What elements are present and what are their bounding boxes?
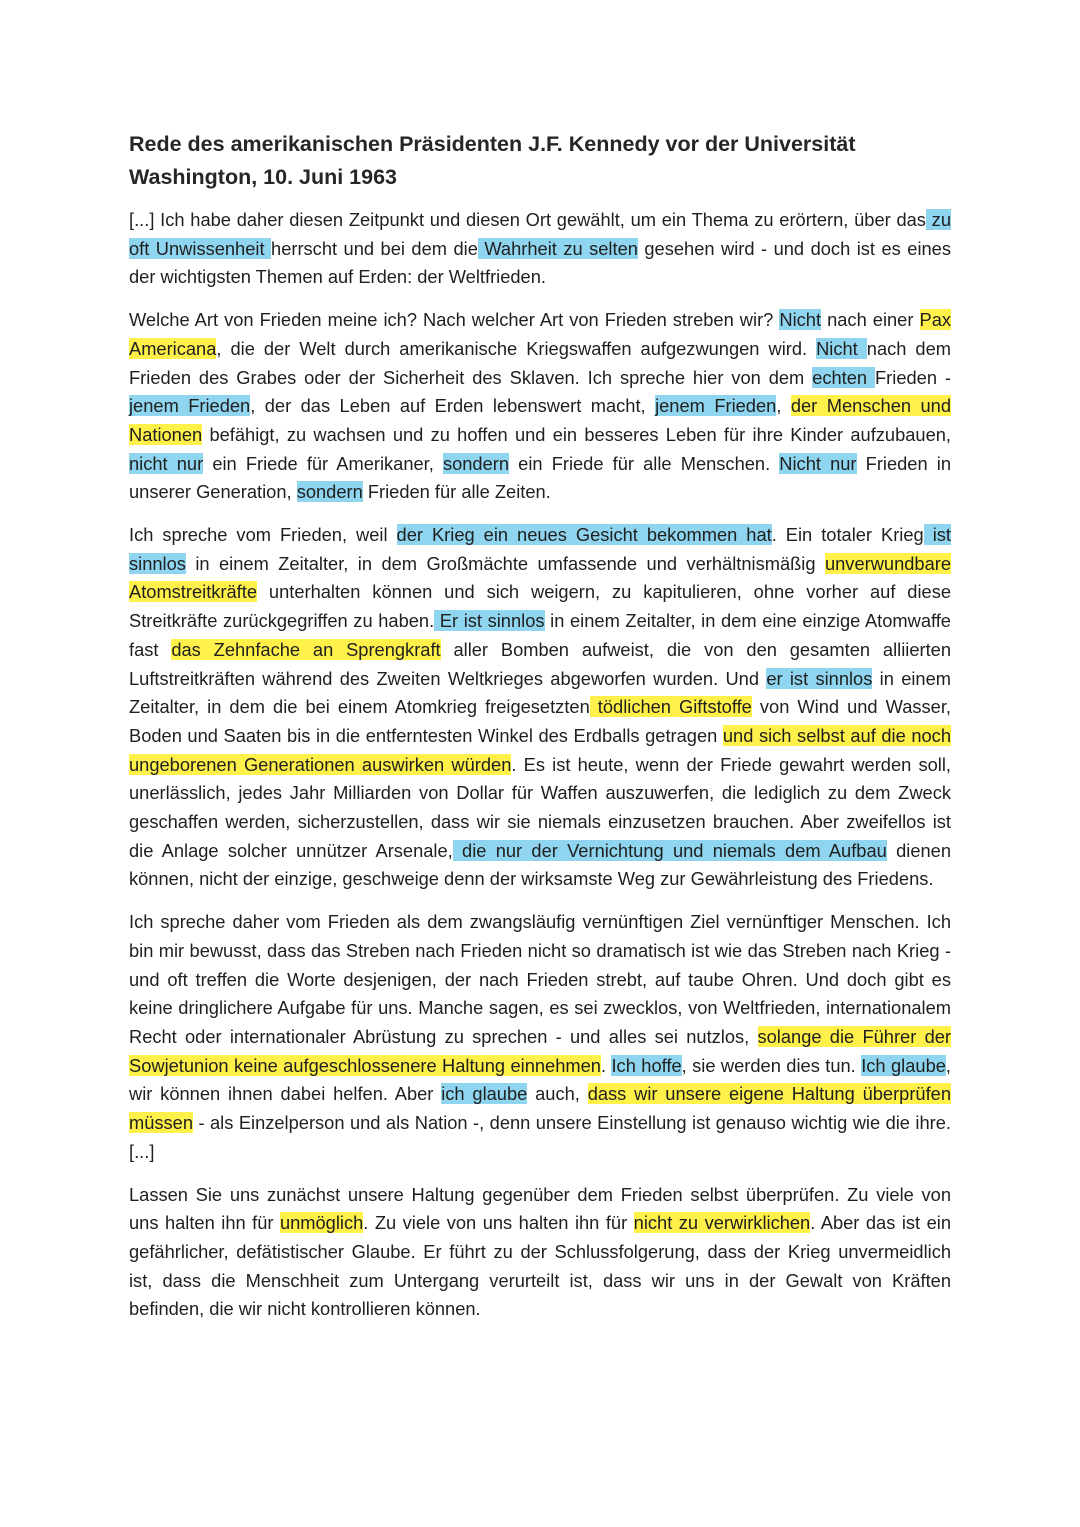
blue-highlight: ist sinnlos bbox=[129, 524, 951, 574]
blue-highlight: Wahrheit zu selten bbox=[477, 237, 638, 259]
text-run: dienen können, nicht der einzige, geschweige denn der wirksamste Weg zur Gewährleistung des Friedens. bbox=[129, 839, 951, 890]
text-run: in einem Zeitalter, in dem die bei einem Atomkrieg freigesetzten bbox=[129, 667, 951, 718]
text-run: nach einer bbox=[821, 309, 920, 331]
yellow-highlight: und sich selbst auf die noch ungeborenen Generationen auswirken würden bbox=[129, 724, 951, 775]
paragraph-4 bbox=[129, 908, 951, 1166]
text-run: - als Einzelperson und als Nation -, denn unsere Einstellung ist genauso wichtig wie die ihre. [...] bbox=[129, 1112, 951, 1162]
text-run: Ich spreche vom Frieden, weil bbox=[129, 524, 397, 546]
blue-highlight: Nicht nur bbox=[779, 452, 857, 474]
blue-highlight: nicht nur bbox=[129, 452, 204, 474]
text-run: , der das Leben auf Erden lebenswert macht, bbox=[250, 395, 656, 417]
yellow-highlight: unmöglich bbox=[279, 1212, 364, 1234]
document-body bbox=[129, 206, 951, 1324]
blue-highlight: der Krieg ein neues Gesicht bekommen hat bbox=[396, 524, 772, 546]
text-run: Lassen Sie uns zunächst unsere Haltung gegenüber dem Frieden selbst überprüfen. Zu viele von uns halten ihn für bbox=[129, 1183, 951, 1234]
text-run: Welche Art von Frieden meine ich? Nach welcher Art von Frieden streben wir? bbox=[129, 309, 780, 331]
text-run: . Zu viele von uns halten ihn für bbox=[363, 1212, 634, 1234]
text-run: Ich spreche daher vom Frieden als dem zwangsläufig vernünftigen Ziel vernünftiger Menschen. Ich bin mir bewusst, dass das Streben nach Frieden nicht so dramatisch ist wie das Streben nach Krieg - und oft treffen die Worte desjenigen, der nach Frieden strebt, auf taube Ohren. Und doch gibt es keine dringlichere Aufgabe für uns. Manche sagen, es sei zwecklos, von Weltfrieden, internationalem Recht oder internationaler Abrüstung zu sprechen - und alles sei nutzlos, bbox=[129, 911, 951, 1047]
text-run: , sie werden dies tun. bbox=[681, 1054, 862, 1076]
text-run: . Es ist heute, wenn der Friede gewahrt werden soll, unerlässlich, jedes Jahr Milliarden von Dollar für Waffen auszuwerfen, die lediglich zu dem Zweck geschaffen werden, sicherzustellen, dass wir sie niemals einzusetzen brauchen. Aber zweifellos ist die Anlage solcher unnützer Arsenale, bbox=[129, 753, 951, 861]
text-run: [...] Ich habe daher diesen Zeitpunkt und diesen Ort gewählt, um ein Thema zu erörtern, über das bbox=[129, 209, 926, 230]
text-run: von Wind und Wasser, Boden und Saaten bis in die entferntesten Winkel des Erdballs getragen bbox=[129, 696, 951, 746]
blue-highlight: ich glaube bbox=[441, 1083, 528, 1105]
text-run: ein Friede für Amerikaner, bbox=[203, 452, 443, 474]
text-run: in einem Zeitalter, in dem Großmächte umfassende und verhältnismäßig bbox=[185, 552, 825, 574]
text-run: Frieden in unserer Generation, bbox=[129, 452, 952, 503]
yellow-highlight: dass wir unsere eigene Haltung überprüfen müssen bbox=[129, 1083, 951, 1134]
paragraph-3 bbox=[129, 521, 951, 894]
document-page bbox=[129, 128, 951, 1324]
paragraph-5 bbox=[129, 1181, 951, 1325]
blue-highlight: Nicht bbox=[779, 309, 822, 331]
blue-highlight: echten bbox=[812, 366, 876, 388]
text-run: befähigt, zu wachsen und zu hoffen und ein besseres Leben für ihre Kinder aufzubauen, bbox=[202, 423, 951, 445]
text-run: Frieden - bbox=[875, 366, 952, 388]
blue-highlight: die nur der Vernichtung und niemals dem Aufbau bbox=[452, 839, 887, 861]
document-title: Rede des amerikanischen Präsidenten J.F. Kennedy vor der Universität Washington, 10. Juni 1963 bbox=[129, 132, 856, 189]
text-run: in einem Zeitalter, in dem eine einzige Atomwaffe fast bbox=[129, 610, 951, 660]
blue-highlight: zu oft Unwissenheit bbox=[129, 209, 951, 259]
blue-highlight: Ich glaube bbox=[861, 1054, 946, 1076]
text-run: , wir können ihnen dabei helfen. Aber bbox=[129, 1054, 952, 1105]
blue-highlight: Ich hoffe bbox=[611, 1054, 682, 1076]
text-run: , bbox=[776, 395, 791, 417]
text-run: Frieden für alle Zeiten. bbox=[362, 481, 551, 503]
text-run: ein Friede für alle Menschen. bbox=[509, 452, 780, 474]
paragraph-1 bbox=[129, 206, 951, 292]
yellow-highlight: der Menschen und Nationen bbox=[129, 395, 952, 445]
text-run: . bbox=[600, 1054, 612, 1076]
yellow-highlight: nicht zu verwirklichen bbox=[633, 1212, 811, 1234]
text-run: aller Bomben aufweist, die von den gesamten alliierten Luftstreitkräften während des Zweiten Weltkrieges abgeworfen wurden. Und bbox=[129, 638, 951, 689]
text-run: auch, bbox=[527, 1083, 588, 1105]
yellow-highlight: solange die Führer der Sowjetunion keine aufgeschlossenere Haltung einnehmen bbox=[129, 1025, 951, 1076]
blue-highlight: Nicht bbox=[816, 337, 867, 359]
text-run: nach dem Frieden des Grabes oder der Sicherheit des Sklaven. Ich spreche hier von dem bbox=[129, 337, 951, 388]
text-run: . Ein totaler Krieg bbox=[771, 524, 924, 546]
blue-highlight: Er ist sinnlos bbox=[434, 610, 545, 632]
paragraph-2 bbox=[129, 306, 951, 507]
yellow-highlight: tödlichen Giftstoffe bbox=[589, 696, 752, 718]
text-run: unterhalten können und sich weigern, zu kapitulieren, ohne vorher auf diese Streitkräfte zurückgegriffen zu haben. bbox=[129, 581, 951, 632]
text-run: gesehen wird - und doch ist es eines der wichtigsten Themen auf Erden: der Weltfrieden. bbox=[129, 237, 951, 288]
blue-highlight: jenem Frieden bbox=[129, 395, 251, 417]
text-run: . Aber das ist ein gefährlicher, defätistischer Glaube. Er führt zu der Schlussfolgerung, dass der Krieg unvermeidlich ist, dass die Menschheit zum Untergang verurteilt ist, dass wir uns in der Gewalt von Kräften befinden, die wir nicht kontrollieren können. bbox=[129, 1212, 951, 1320]
blue-highlight: sondern bbox=[442, 452, 510, 474]
yellow-highlight: Pax Americana bbox=[129, 309, 952, 359]
blue-highlight: sondern bbox=[296, 481, 363, 503]
text-run: herrscht und bei dem die bbox=[271, 237, 478, 259]
blue-highlight: er ist sinnlos bbox=[766, 667, 873, 689]
yellow-highlight: unverwundbare Atomstreitkräfte bbox=[129, 552, 951, 603]
text-run: , die der Welt durch amerikanische Kriegswaffen aufgezwungen wird. bbox=[216, 337, 817, 359]
yellow-highlight: das Zehnfache an Sprengkraft bbox=[171, 638, 441, 660]
blue-highlight: jenem Frieden bbox=[655, 395, 777, 417]
